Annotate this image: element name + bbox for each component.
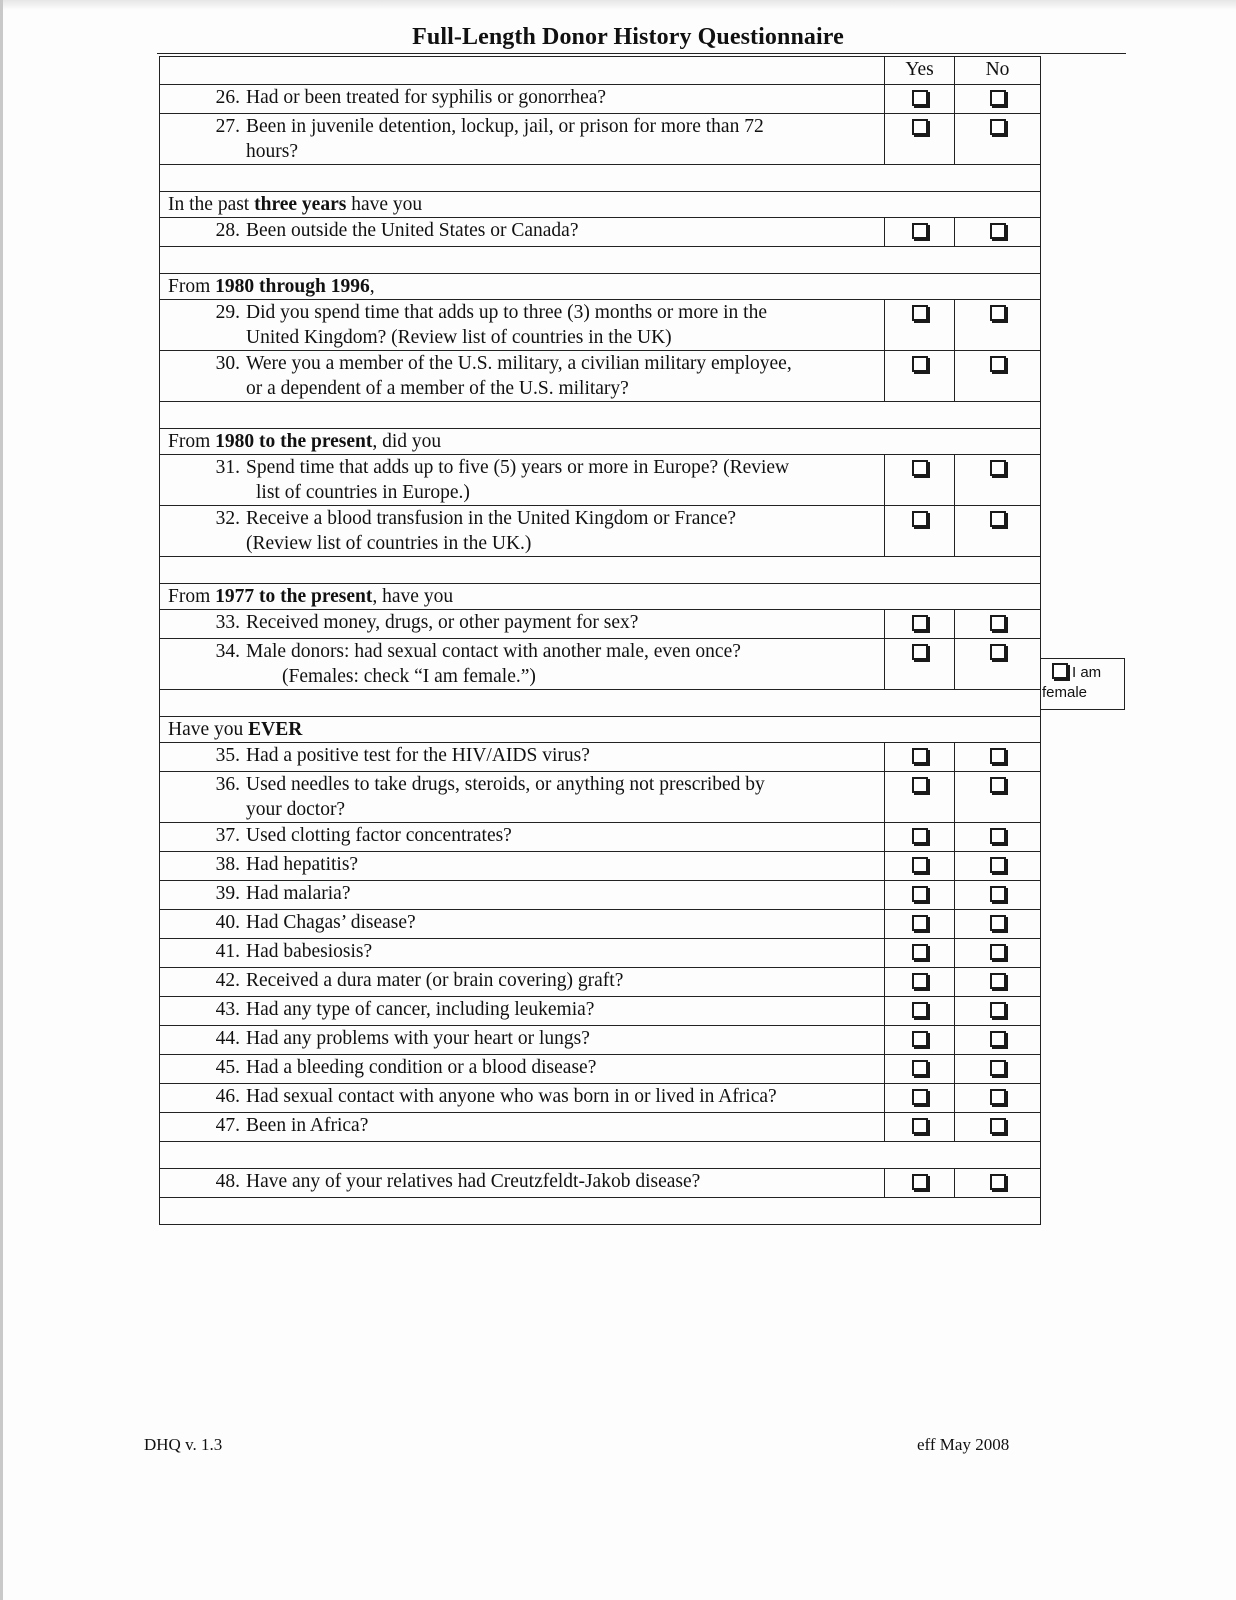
question-text-line: Been outside the United States or Canada? (246, 220, 579, 241)
question-38 (160, 852, 885, 881)
section-heading-text: From (168, 431, 216, 452)
question-text-line: Were you a member of the U.S. military, a civilian military employee, (246, 353, 792, 374)
yes-checkbox[interactable] (912, 223, 928, 239)
yes-checkbox[interactable] (912, 886, 928, 902)
question-text-line: Had hepatitis? (246, 854, 359, 875)
no-checkbox[interactable] (990, 944, 1006, 960)
question-41 (160, 939, 885, 968)
question-26 (160, 85, 885, 114)
section-heading-text-end: have you (346, 194, 423, 215)
question-row-44 (160, 1026, 1041, 1055)
spacer-row (160, 557, 1041, 584)
spacer-cell (160, 1142, 1041, 1169)
question-number: 26. (215, 87, 240, 108)
no-cell-32[interactable] (955, 506, 1041, 557)
question-row-32 (160, 506, 1041, 557)
question-text (246, 1026, 884, 1051)
yes-cell-38[interactable] (885, 852, 955, 881)
question-42 (160, 968, 885, 997)
question-text (246, 85, 884, 110)
no-checkbox[interactable] (990, 1060, 1006, 1076)
question-row-33 (160, 610, 1041, 639)
question-text-line: Received money, drugs, or other payment for sex? (246, 612, 639, 633)
question-number: 37. (215, 825, 240, 846)
section-heading-row (160, 584, 1041, 610)
question-text-line: Had any type of cancer, including leukemia? (246, 999, 595, 1020)
question-number: 28. (215, 220, 240, 241)
question-text (246, 743, 884, 768)
form-version: DHQ v. 1.3 (144, 1435, 223, 1454)
question-text (246, 639, 884, 689)
question-row-38 (160, 852, 1041, 881)
yes-column-header: Yes (885, 57, 955, 85)
question-number: 34. (215, 641, 240, 662)
yes-checkbox[interactable] (912, 615, 928, 631)
question-text (246, 351, 884, 401)
yes-checkbox[interactable] (912, 1118, 928, 1134)
scan-shadow-top (0, 0, 1236, 10)
question-43 (160, 997, 885, 1026)
question-line (206, 881, 884, 906)
no-cell-40[interactable] (955, 910, 1041, 939)
question-number: 35. (215, 745, 240, 766)
question-number: 44. (215, 1028, 240, 1049)
question-number: 40. (215, 912, 240, 933)
question-47 (160, 1113, 885, 1142)
i-am-female-label-line2: female (1042, 684, 1088, 701)
question-number: 48. (215, 1171, 240, 1192)
question-36 (160, 772, 885, 823)
spacer-cell (160, 557, 1041, 584)
question-row-39 (160, 881, 1041, 910)
section-heading-text: In the past (168, 194, 255, 215)
question-text (246, 852, 884, 877)
no-cell-29[interactable] (955, 300, 1041, 351)
yes-checkbox[interactable] (912, 90, 928, 106)
no-checkbox[interactable] (990, 1089, 1006, 1105)
section-heading (160, 584, 1041, 610)
question-row-43 (160, 997, 1041, 1026)
no-checkbox[interactable] (990, 777, 1006, 793)
no-checkbox[interactable] (990, 1174, 1006, 1190)
question-line (206, 1113, 884, 1138)
no-checkbox[interactable] (990, 828, 1006, 844)
question-line (206, 852, 884, 877)
spacer-row (160, 402, 1041, 429)
question-text-line: or a dependent of a member of the U.S. military? (246, 378, 629, 399)
question-number: 30. (215, 353, 240, 374)
section-heading-row (160, 192, 1041, 218)
question-text-line: Did you spend time that adds up to three (3) months or more in the (246, 302, 767, 323)
no-checkbox[interactable] (990, 615, 1006, 631)
question-40 (160, 910, 885, 939)
header-blank-cell (160, 57, 885, 85)
section-heading (160, 717, 1041, 743)
no-cell-43[interactable] (955, 997, 1041, 1026)
yes-cell-44[interactable] (885, 1026, 955, 1055)
no-checkbox[interactable] (990, 857, 1006, 873)
yes-cell-43[interactable] (885, 997, 955, 1026)
question-text (246, 1084, 884, 1109)
no-column-header: No (955, 57, 1041, 85)
section-heading-row (160, 429, 1041, 455)
question-number: 29. (215, 302, 240, 323)
question-text (246, 1113, 884, 1138)
question-46 (160, 1084, 885, 1113)
question-row-26 (160, 85, 1041, 114)
section-heading-emphasis: 1977 to the present (215, 586, 373, 607)
yes-cell-29[interactable] (885, 300, 955, 351)
yes-checkbox[interactable] (912, 511, 928, 527)
question-48 (160, 1169, 885, 1198)
yes-cell-33[interactable] (885, 610, 955, 639)
yes-cell-47[interactable] (885, 1113, 955, 1142)
no-checkbox[interactable] (990, 1031, 1006, 1047)
question-row-35 (160, 743, 1041, 772)
question-row-48 (160, 1169, 1041, 1198)
no-cell-48[interactable] (955, 1169, 1041, 1198)
question-35 (160, 743, 885, 772)
question-text (246, 506, 884, 556)
question-text-line: (Review list of countries in the UK.) (246, 533, 532, 554)
question-text-line: (Females: check “I am female.”) (282, 666, 536, 687)
question-text-line: your doctor? (246, 799, 346, 820)
question-text (246, 968, 884, 993)
questionnaire-table (159, 56, 1041, 1225)
question-line (206, 1055, 884, 1080)
question-text-line: Receive a blood transfusion in the United Kingdom or France? (246, 508, 737, 529)
section-heading-text-end: , (369, 276, 375, 297)
question-text-line: Had babesiosis? (246, 941, 373, 962)
question-number: 41. (215, 941, 240, 962)
no-cell-30[interactable] (955, 351, 1041, 402)
question-37 (160, 823, 885, 852)
yes-checkbox[interactable] (912, 460, 928, 476)
question-line (206, 743, 884, 768)
spacer-cell (160, 247, 1041, 274)
yes-cell-36[interactable] (885, 772, 955, 823)
question-text-line: Had sexual contact with anyone who was born in or lived in Africa? (246, 1086, 777, 1107)
spacer-row (160, 1198, 1041, 1225)
spacer-cell (160, 402, 1041, 429)
question-number: 45. (215, 1057, 240, 1078)
section-heading-emphasis: 1980 to the present (215, 431, 373, 452)
yes-checkbox[interactable] (912, 1060, 928, 1076)
question-line (206, 823, 884, 848)
no-cell-44[interactable] (955, 1026, 1041, 1055)
yes-cell-30[interactable] (885, 351, 955, 402)
no-checkbox[interactable] (990, 511, 1006, 527)
section-heading-text: Have you (168, 719, 249, 740)
question-row-30 (160, 351, 1041, 402)
no-cell-47[interactable] (955, 1113, 1041, 1142)
no-cell-28[interactable] (955, 218, 1041, 247)
question-text (246, 610, 884, 635)
section-heading-text: From (168, 276, 216, 297)
question-33 (160, 610, 885, 639)
no-cell-27[interactable] (955, 114, 1041, 165)
no-checkbox[interactable] (990, 305, 1006, 321)
question-line (206, 218, 884, 243)
section-heading-emphasis: 1980 through 1996 (215, 276, 370, 297)
no-cell-45[interactable] (955, 1055, 1041, 1084)
i-am-female-label-line1: I am (1072, 664, 1102, 681)
question-text-line: Male donors: had sexual contact with another male, even once? (246, 641, 741, 662)
no-checkbox[interactable] (990, 460, 1006, 476)
no-cell-33[interactable] (955, 610, 1041, 639)
question-number: 32. (215, 508, 240, 529)
spacer-cell (160, 690, 1041, 717)
question-34 (160, 639, 885, 690)
yes-checkbox[interactable] (912, 119, 928, 135)
section-heading-text: From (168, 586, 216, 607)
question-text-line: Been in juvenile detention, lockup, jail, or prison for more than 72 (246, 116, 764, 137)
section-heading-text-end: , have you (372, 586, 454, 607)
no-checkbox[interactable] (990, 644, 1006, 660)
question-text-line: Had a positive test for the HIV/AIDS virus? (246, 745, 590, 766)
question-number: 42. (215, 970, 240, 991)
question-line (206, 939, 884, 964)
question-text-line: Have any of your relatives had Creutzfeldt-Jakob disease? (246, 1171, 701, 1192)
question-number: 39. (215, 883, 240, 904)
question-line (206, 610, 884, 635)
yes-checkbox[interactable] (912, 1031, 928, 1047)
question-line (206, 300, 884, 350)
yes-cell-42[interactable] (885, 968, 955, 997)
question-28 (160, 218, 885, 247)
question-32 (160, 506, 885, 557)
spacer-cell (160, 1198, 1041, 1225)
no-checkbox[interactable] (990, 119, 1006, 135)
yes-checkbox[interactable] (912, 915, 928, 931)
question-number: 27. (215, 116, 240, 137)
yes-cell-41[interactable] (885, 939, 955, 968)
question-text-line: hours? (246, 141, 298, 162)
section-heading (160, 274, 1041, 300)
effective-date: eff May 2008 (917, 1435, 1010, 1454)
yes-cell-39[interactable] (885, 881, 955, 910)
question-text (246, 300, 884, 350)
question-text-line: Used needles to take drugs, steroids, or anything not prescribed by (246, 774, 765, 795)
question-text-line: Had a bleeding condition or a blood disease? (246, 1057, 597, 1078)
no-cell-42[interactable] (955, 968, 1041, 997)
question-30 (160, 351, 885, 402)
question-number: 33. (215, 612, 240, 633)
yes-cell-46[interactable] (885, 1084, 955, 1113)
yes-checkbox[interactable] (912, 305, 928, 321)
section-heading-row (160, 717, 1041, 743)
yes-checkbox[interactable] (912, 857, 928, 873)
no-cell-36[interactable] (955, 772, 1041, 823)
question-line (206, 114, 884, 164)
question-row-41 (160, 939, 1041, 968)
yes-cell-28[interactable] (885, 218, 955, 247)
question-row-36 (160, 772, 1041, 823)
question-line (206, 1026, 884, 1051)
question-text-line: Received a dura mater (or brain covering) graft? (246, 970, 624, 991)
question-line (206, 1084, 884, 1109)
question-line (206, 351, 884, 401)
no-cell-34[interactable] (955, 639, 1041, 690)
question-text-line: Used clotting factor concentrates? (246, 825, 512, 846)
no-cell-39[interactable] (955, 881, 1041, 910)
yes-cell-45[interactable] (885, 1055, 955, 1084)
question-line (206, 455, 884, 505)
question-45 (160, 1055, 885, 1084)
question-text-line: list of countries in Europe.) (256, 482, 470, 503)
yes-checkbox[interactable] (912, 777, 928, 793)
question-line (206, 772, 884, 822)
no-checkbox[interactable] (990, 886, 1006, 902)
question-text (246, 939, 884, 964)
spacer-cell (160, 165, 1041, 192)
yes-cell-26[interactable] (885, 85, 955, 114)
question-number: 46. (215, 1086, 240, 1107)
question-line (206, 910, 884, 935)
title-rule (157, 53, 1126, 54)
yes-checkbox[interactable] (912, 748, 928, 764)
no-checkbox[interactable] (990, 90, 1006, 106)
no-cell-46[interactable] (955, 1084, 1041, 1113)
question-row-42 (160, 968, 1041, 997)
question-44 (160, 1026, 885, 1055)
section-heading (160, 429, 1041, 455)
question-line (206, 968, 884, 993)
section-heading-emphasis: three years (254, 194, 347, 215)
question-row-29 (160, 300, 1041, 351)
question-row-31 (160, 455, 1041, 506)
question-line (206, 506, 884, 556)
section-heading-row (160, 274, 1041, 300)
yes-cell-35[interactable] (885, 743, 955, 772)
question-text (246, 881, 884, 906)
yes-checkbox[interactable] (912, 944, 928, 960)
yes-cell-34[interactable] (885, 639, 955, 690)
question-text (246, 218, 884, 243)
question-text (246, 823, 884, 848)
yes-checkbox[interactable] (912, 1089, 928, 1105)
question-line (206, 85, 884, 110)
no-checkbox[interactable] (990, 356, 1006, 372)
column-header-row (160, 57, 1041, 85)
question-39 (160, 881, 885, 910)
question-number: 47. (215, 1115, 240, 1136)
question-text-line: Been in Africa? (246, 1115, 369, 1136)
question-text (246, 1169, 884, 1194)
spacer-row (160, 1142, 1041, 1169)
no-checkbox[interactable] (990, 1002, 1006, 1018)
question-27 (160, 114, 885, 165)
question-text (246, 114, 884, 164)
no-cell-38[interactable] (955, 852, 1041, 881)
question-text-line: Had Chagas’ disease? (246, 912, 416, 933)
no-checkbox[interactable] (990, 915, 1006, 931)
question-text (246, 455, 884, 505)
page-title: Full-Length Donor History Questionnaire (412, 24, 844, 50)
question-row-37 (160, 823, 1041, 852)
no-cell-31[interactable] (955, 455, 1041, 506)
no-cell-35[interactable] (955, 743, 1041, 772)
question-number: 31. (215, 457, 240, 478)
question-text-line: Had malaria? (246, 883, 351, 904)
spacer-row (160, 690, 1041, 717)
question-text (246, 997, 884, 1022)
question-text (246, 1055, 884, 1080)
spacer-row (160, 247, 1041, 274)
question-number: 43. (215, 999, 240, 1020)
question-text-line: United Kingdom? (Review list of countries in the UK) (246, 327, 672, 348)
question-text-line: Spend time that adds up to five (5) years or more in Europe? (Review (246, 457, 790, 478)
question-number: 38. (215, 854, 240, 875)
no-cell-26[interactable] (955, 85, 1041, 114)
question-text (246, 772, 884, 822)
question-row-45 (160, 1055, 1041, 1084)
no-checkbox[interactable] (990, 748, 1006, 764)
no-checkbox[interactable] (990, 973, 1006, 989)
yes-checkbox[interactable] (912, 1174, 928, 1190)
section-heading-emphasis: EVER (248, 719, 303, 740)
section-heading (160, 192, 1041, 218)
question-line (206, 639, 884, 689)
question-text (246, 910, 884, 935)
question-31 (160, 455, 885, 506)
question-row-34 (160, 639, 1041, 690)
yes-checkbox[interactable] (912, 644, 928, 660)
section-heading-text-end: , did you (372, 431, 442, 452)
yes-checkbox[interactable] (912, 356, 928, 372)
question-text-line: Had any problems with your heart or lungs? (246, 1028, 590, 1049)
no-cell-37[interactable] (955, 823, 1041, 852)
question-text-line: Had or been treated for syphilis or gonorrhea? (246, 87, 607, 108)
yes-cell-37[interactable] (885, 823, 955, 852)
no-checkbox[interactable] (990, 223, 1006, 239)
question-number: 36. (215, 774, 240, 795)
spacer-row (160, 165, 1041, 192)
question-29 (160, 300, 885, 351)
yes-checkbox[interactable] (912, 973, 928, 989)
yes-checkbox[interactable] (912, 1002, 928, 1018)
question-line (206, 1169, 884, 1194)
no-checkbox[interactable] (990, 1118, 1006, 1134)
yes-cell-40[interactable] (885, 910, 955, 939)
scan-edge (0, 0, 3, 1600)
question-row-27 (160, 114, 1041, 165)
question-row-47 (160, 1113, 1041, 1142)
yes-cell-27[interactable] (885, 114, 955, 165)
yes-checkbox[interactable] (912, 828, 928, 844)
question-row-28 (160, 218, 1041, 247)
question-row-40 (160, 910, 1041, 939)
yes-cell-31[interactable] (885, 455, 955, 506)
no-cell-41[interactable] (955, 939, 1041, 968)
i-am-female-option[interactable] (1040, 658, 1125, 710)
question-row-46 (160, 1084, 1041, 1113)
yes-cell-32[interactable] (885, 506, 955, 557)
question-line (206, 997, 884, 1022)
yes-cell-48[interactable] (885, 1169, 955, 1198)
i-am-female-checkbox[interactable] (1052, 663, 1068, 679)
